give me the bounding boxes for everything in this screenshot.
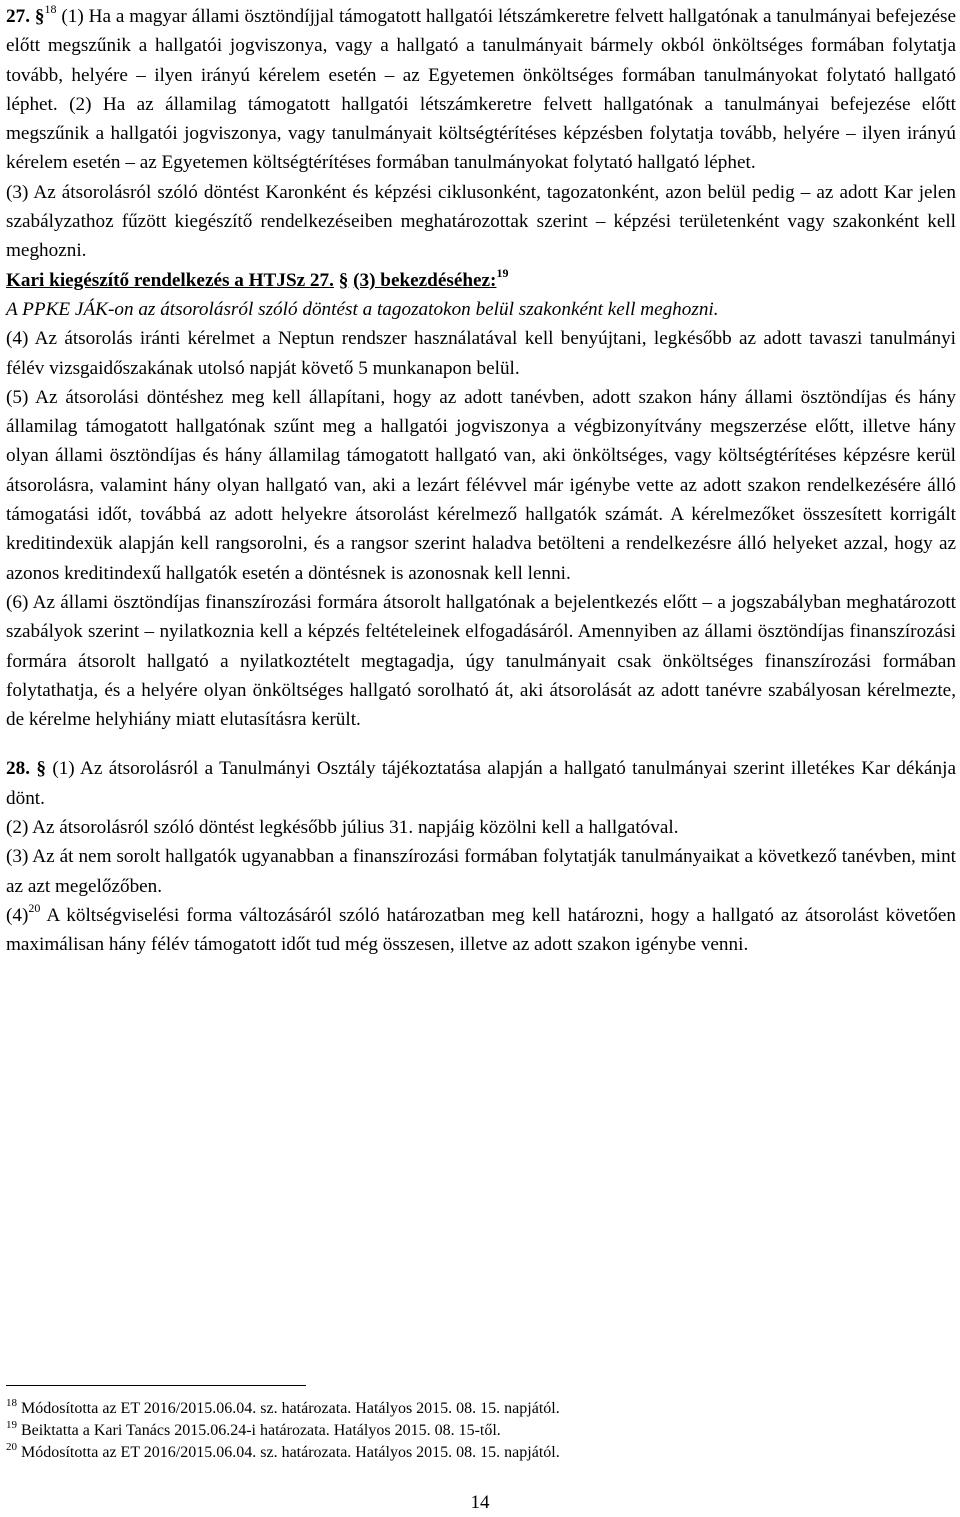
footnote-text: Módosította az ET 2016/2015.06.04. sz. határozata. Hatályos 2015. 08. 15. napjától. — [21, 1400, 560, 1417]
footnote-divider — [6, 1385, 306, 1386]
footnote-20 — [6, 1442, 956, 1464]
footnote-text: Beiktatta a Kari Tanács 2015.06.24-i határozata. Hatályos 2015. 08. 15-től. — [21, 1422, 501, 1439]
section-27-paragraph-4: (4) Az átsorolás iránti kérelmet a Neptun rendszer használatával kell benyújtani, legkésőbb az adott tavaszi tanulmányi félév vizsgaidőszakának utolsó napját követő 5 munkanapon belül. — [6, 328, 956, 379]
section-27-paragraph-1 — [6, 2, 956, 178]
section-27-paragraph-6: (6) Az állami ösztöndíjas finanszírozási formára átsorolt hallgatónak a bejelentkezés előtt – a jogszabályban meghatározott szabályok szerint – nyilatkoznia kell a képzés feltételeinek elfogadásáról. Amennyiben az állami ösztöndíjas finanszírozási formára átsorolt hallgató a nyilatkoztételt megtagadja, úgy tanulmányait csak önköltséges finanszírozási formában folytathatja, és a helyére olyan önköltséges hallgató sorolható át, aki átsorolását az adott tanévre szabályosan kérelmezte, de kérelme helyhiány miatt elutasításra került. — [6, 591, 956, 731]
footnote-ref-18[interactable]: 18 — [44, 2, 57, 16]
kari-provision-text: A PPKE JÁK-on az átsorolásról szóló döntést a tagozatokon belül szakonként kell meghozni. — [6, 298, 719, 320]
footnote-number: 18 — [6, 1397, 17, 1409]
footnote-18 — [6, 1398, 956, 1420]
section-27-p1-text: (1) Ha a magyar állami ösztöndíjjal támogatott hallgatói létszámkeretre felvett hallgatónak a tanulmányai befejezése előtt megszűnik a hallgatói jogviszonya, vagy a hallgató a tanulmányait bármely okból önköltséges formában folytatja tovább, helyére – ilyen irányú kérelem esetén – az Egyetemen önköltséges formában tanulmányokat folytató hallgató léphet. — [6, 6, 956, 115]
footnote-number: 19 — [6, 1419, 17, 1431]
footnote-text: Módosította az ET 2016/2015.06.04. sz. határozata. Hatályos 2015. 08. 15. napjától. — [21, 1444, 560, 1461]
footnote-ref-19[interactable]: 19 — [496, 265, 509, 280]
section-28-p4-text: A költségviselési forma változásáról szóló határozatban meg kell határozni, hogy a hallgató az átsorolást követően maximálisan hány félév támogatott időt tud még összesen, illetve az adott szakon igénybe venni. — [6, 904, 956, 956]
section-28-sign: § — [36, 758, 46, 780]
section-28-p1-text: (1) Az átsorolásról a Tanulmányi Osztály tájékoztatása alapján a hallgató tanulmányai szerint illetékes Kar dékánja dönt. — [6, 758, 956, 809]
kari-heading — [6, 266, 956, 295]
section-28-paragraph-1 — [6, 754, 956, 813]
section-28-paragraph-2: (2) Az átsorolásról szóló döntést legkésőbb július 31. napjáig közölni kell a hallgatóval. — [6, 817, 679, 839]
kari-heading-sign: § — [338, 269, 349, 291]
section-28-paragraph-4 — [6, 901, 956, 960]
footnote-19 — [6, 1420, 956, 1442]
section-27-sign: § — [34, 6, 45, 27]
footnotes — [6, 1398, 956, 1464]
document-page — [6, 0, 956, 960]
footnote-number: 20 — [6, 1441, 17, 1453]
kari-heading-part-b: (3) bekezdéséhez: — [353, 269, 497, 291]
page-number: 14 — [470, 1492, 490, 1513]
section-gap — [6, 734, 956, 754]
section-27-paragraph-3: (3) Az átsorolásról szóló döntést Karonként és képzési ciklusonként, tagozatonként, azon belül pedig – az adott Kar jelen szabályzathoz fűzött kiegészítő rendelkezéseiben meghatározottak szerint – képzési területenként vagy szakonként kell meghozni. — [6, 181, 956, 262]
section-27-paragraph-5: (5) Az átsorolási döntéshez meg kell állapítani, hogy az adott tanévben, adott szakon hány állami ösztöndíjas és hány államilag támogatott hallgatónak szűnt meg a hallgatói jogviszonya a végbizonyítvány megszerzése előtt, illetve hány olyan állami ösztöndíjas és hány államilag támogatott hallgató van, aki önköltséges, vagy költségtérítéses képzésre kerül átsorolásra, valamint hány olyan hallgató van, aki a lezárt félévvel már igénybe vette az adott szakon rendelkezésére álló támogatási időt, továbbá az adott helyekre átsorolást kérelmező hallgatók számát. A kérelmezőket összesített korrigált kreditindexük alapján kell rangsorolni, és a rangsor szerint haladva betölteni a rendelkezésre álló helyeket azzal, hogy az azonos kreditindexű hallgatók esetén a döntésnek is azonosnak kell lenni. — [6, 386, 956, 584]
section-27-p2-text: (2) Ha az államilag támogatott hallgatói létszámkeretre felvett hallgatónak a tanulmányai befejezése előtt megszűnik a hallgatói jogviszonya, vagy tanulmányait költségtérítéses képzésben folytatja tovább, helyére – ilyen irányú kérelem esetén – az Egyetemen költségtérítéses formában tanulmányokat folytató hallgató léphet. — [6, 93, 956, 174]
footnote-ref-20[interactable]: 20 — [28, 900, 41, 915]
kari-heading-part-a: Kari kiegészítő rendelkezés a HTJSz 27. — [6, 269, 334, 291]
section-27-number: 27. — [6, 6, 30, 27]
section-28-p4-label: (4) — [6, 904, 29, 926]
section-28-number: 28. — [6, 758, 30, 780]
section-28-paragraph-3: (3) Az át nem sorolt hallgatók ugyanabban a finanszírozási formában folytatják tanulmányaikat a következő tanévben, mint az azt megelőzőben. — [6, 846, 956, 897]
